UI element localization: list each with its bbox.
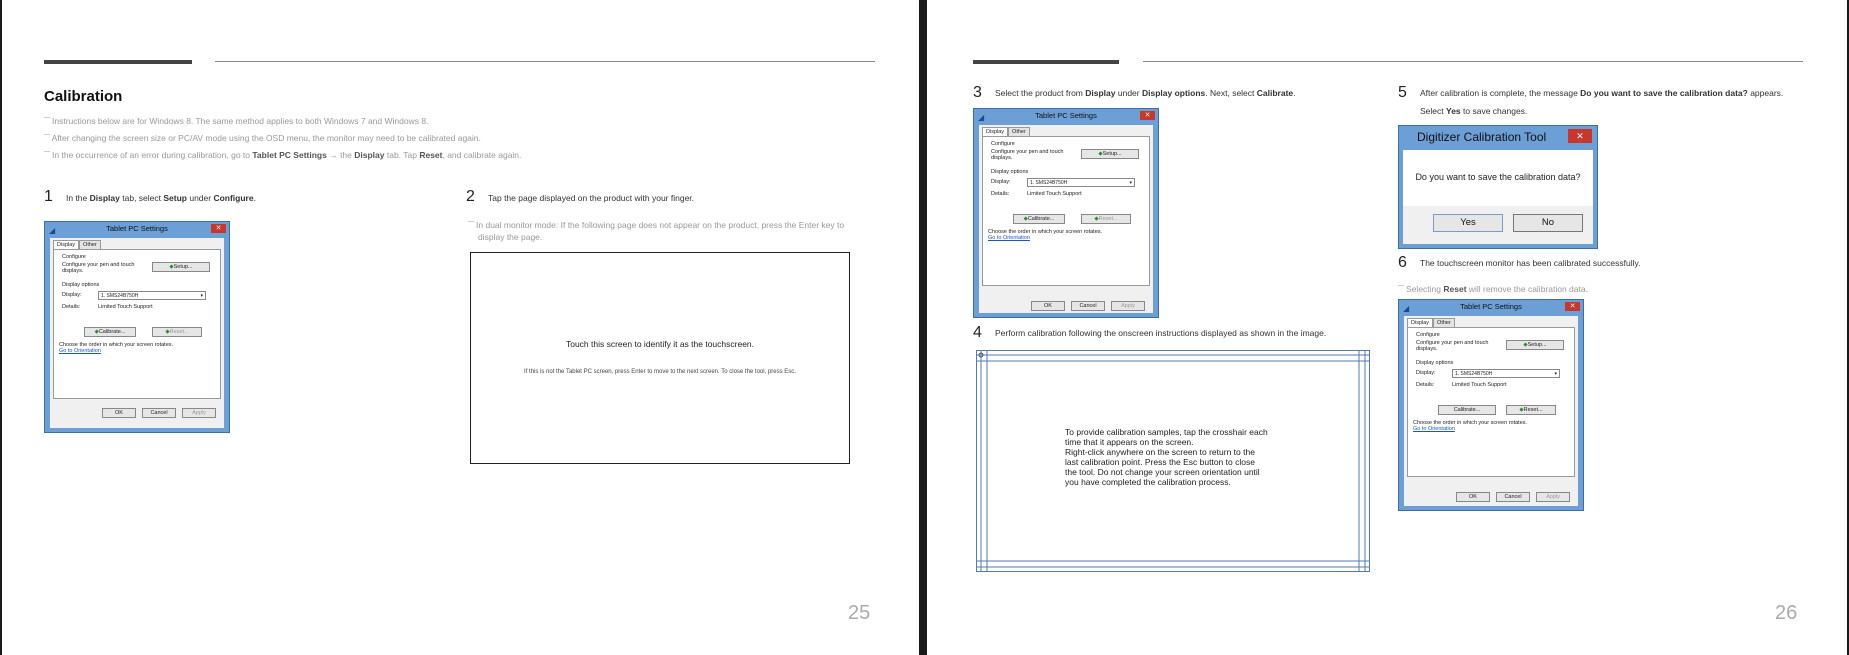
yes-button[interactable]: Yes	[1433, 214, 1503, 232]
display-options-label: Display options	[991, 169, 1029, 175]
header-rule-dark	[973, 60, 1119, 64]
close-icon[interactable]: ✕	[211, 224, 226, 233]
step-3-number: 3	[973, 84, 982, 101]
tab-other[interactable]: Other	[79, 240, 101, 250]
tab-other[interactable]: Other	[1008, 127, 1030, 137]
page-number: 26	[1775, 602, 1798, 624]
note-3: ‾‾ In the occurrence of an error during calibration, go to Tablet PC Settings → the Display tab. Tap Reset, and calibrate again.	[44, 150, 522, 160]
note-2: ‾‾ After changing the screen size or PC/AV mode using the OSD menu, the monitor may need to be calibrated again.	[44, 133, 481, 143]
step-2-note-2: display the page.	[478, 232, 543, 242]
close-icon[interactable]: ✕	[1565, 302, 1580, 311]
chevron-down-icon: ▾	[1129, 180, 1132, 186]
display-label: Display:	[991, 179, 1011, 185]
reset-button: ◆Reset...	[152, 327, 202, 337]
touch-main-text: Touch this screen to identify it as the touchscreen.	[565, 339, 755, 349]
step-1-number: 1	[44, 188, 53, 205]
step-5-text: After calibration is complete, the message Do you want to save the calibration data? appears.	[1420, 88, 1784, 98]
display-select[interactable]: 1. SMS24B750H ▾	[1452, 369, 1560, 378]
ok-button[interactable]: OK	[102, 408, 136, 418]
details-value: Limited Touch Support	[1452, 382, 1507, 388]
page-26	[927, 0, 1847, 655]
shield-icon: ◆	[1098, 151, 1103, 157]
step-4-text: Perform calibration following the onscreen instructions displayed as shown in the image.	[995, 328, 1327, 338]
calibration-instructions: To provide calibration samples, tap the crosshair each time that it appears on the screen. Right-click anywhere on the screen to return to the last calibration point. Press the Esc button to close the tool. Do not change your screen orientation until you have completed the calibration process.	[1065, 427, 1268, 487]
digitizer-question: Do you want to save the calibration data?	[1415, 172, 1581, 182]
details-label: Details:	[1416, 382, 1435, 388]
shield-icon: ◆	[94, 329, 99, 335]
configure-label: Configure	[1416, 332, 1440, 338]
display-options-label: Display options	[62, 282, 100, 288]
setup-button[interactable]: ◆Setup...	[1081, 149, 1139, 159]
details-label: Details:	[991, 191, 1010, 197]
setup-button[interactable]: ◆Setup...	[1506, 340, 1564, 350]
digitizer-title: Digitizer Calibration Tool	[1417, 130, 1547, 144]
shield-icon: ◆	[1519, 407, 1524, 413]
pen-icon: ◢	[49, 226, 56, 235]
dialog-title: Tablet PC Settings	[1035, 111, 1097, 120]
dialog-titlebar	[974, 109, 1158, 123]
display-panel	[53, 249, 221, 399]
display-label: Display:	[62, 292, 82, 298]
pen-icon: ◢	[978, 113, 985, 122]
step-6-note: ‾‾ Selecting Reset will remove the calibration data.	[1398, 284, 1588, 294]
display-label: Display:	[1416, 370, 1436, 376]
cancel-button[interactable]: Cancel	[142, 408, 176, 418]
choose-order-text: Choose the order in which your screen rotates.	[1413, 420, 1528, 426]
tab-other[interactable]: Other	[1433, 318, 1455, 328]
configure-label: Configure	[991, 141, 1015, 147]
details-label: Details:	[62, 304, 81, 310]
no-button[interactable]: No	[1513, 214, 1583, 232]
calibrate-button[interactable]: ◆Calibrate...	[1013, 214, 1065, 224]
header-rule-light	[215, 61, 875, 62]
display-select[interactable]: 1. SMS24B750H ▾	[98, 291, 206, 300]
configure-desc-1: Configure your pen and touch	[62, 262, 135, 268]
page-title: Calibration	[44, 88, 123, 105]
calibrate-button[interactable]: ◆Calibrate...	[84, 327, 136, 337]
step-6-number: 6	[1398, 254, 1407, 271]
apply-button: Apply	[1111, 301, 1145, 311]
go-to-orientation-link[interactable]: Go to Orientation	[1413, 426, 1455, 432]
display-panel	[982, 136, 1150, 286]
header-rule-dark	[44, 60, 192, 64]
tab-display[interactable]: Display	[982, 127, 1008, 137]
step-1-text: In the Display tab, select Setup under Configure.	[66, 193, 256, 203]
go-to-orientation-link[interactable]: Go to Orientation	[59, 348, 101, 354]
touch-identify-screen[interactable]	[470, 252, 850, 464]
calibration-screen[interactable]	[976, 350, 1370, 572]
shield-icon: ◆	[165, 329, 170, 335]
cancel-button[interactable]: Cancel	[1496, 492, 1530, 502]
configure-desc-2: displays.	[62, 268, 84, 274]
display-select[interactable]: 1. SMS24B750H ▾	[1027, 178, 1135, 187]
shield-icon: ◆	[1094, 216, 1099, 222]
tablet-pc-settings-dialog	[44, 221, 230, 433]
step-5-text-2: Select Yes to save changes.	[1420, 106, 1528, 116]
digitizer-calibration-dialog	[1398, 125, 1598, 249]
step-6-text: The touchscreen monitor has been calibrated successfully.	[1420, 258, 1641, 268]
step-3-text: Select the product from Display under Display options. Next, select Calibrate.	[995, 88, 1296, 98]
shield-icon: ◆	[169, 264, 174, 270]
chevron-down-icon: ▾	[200, 293, 203, 299]
calibrate-button[interactable]: Calibrate...	[1438, 405, 1496, 415]
pen-icon: ◢	[1403, 304, 1410, 313]
shield-icon: ◆	[1523, 342, 1528, 348]
display-panel	[1407, 327, 1575, 477]
reset-button[interactable]: ◆Reset...	[1506, 405, 1556, 415]
chevron-down-icon: ▾	[1554, 371, 1557, 377]
configure-label: Configure	[62, 254, 86, 260]
close-icon[interactable]: ✕	[1140, 111, 1155, 120]
tablet-pc-settings-dialog	[1398, 299, 1584, 511]
choose-order-text: Choose the order in which your screen rotates.	[59, 342, 174, 348]
tab-display[interactable]: Display	[53, 240, 79, 250]
configure-desc-1: Configure your pen and touch	[1416, 340, 1489, 346]
details-value: Limited Touch Support	[98, 304, 153, 310]
step-5-number: 5	[1398, 84, 1407, 101]
dialog-title: Tablet PC Settings	[1460, 302, 1522, 311]
reset-button: ◆Reset...	[1081, 214, 1131, 224]
step-2-text: Tap the page displayed on the product with your finger.	[488, 193, 695, 203]
configure-desc-2: displays.	[991, 155, 1013, 161]
note-1: ‾‾ Instructions below are for Windows 8. The same method applies to both Windows 7 and Windows 8.	[44, 116, 429, 126]
setup-button[interactable]: ◆Setup...	[152, 262, 210, 272]
display-options-label: Display options	[1416, 360, 1454, 366]
step-4-number: 4	[973, 324, 982, 341]
dialog-titlebar	[1399, 300, 1583, 314]
tab-display[interactable]: Display	[1407, 318, 1433, 328]
step-2-note-1: ‾‾ In dual monitor mode: If the following page does not appear on the product, press the Enter key to	[468, 220, 845, 230]
configure-desc-1: Configure your pen and touch	[991, 149, 1064, 155]
page-25	[2, 0, 919, 655]
step-2-number: 2	[466, 188, 475, 205]
dialog-title: Tablet PC Settings	[106, 224, 168, 233]
cancel-button[interactable]: Cancel	[1071, 301, 1105, 311]
header-rule-light	[1143, 61, 1803, 62]
ok-button[interactable]: OK	[1031, 301, 1065, 311]
touch-sub-text: If this is not the Tablet PC screen, press Enter to move to the next screen. To close the tool, press Esc.	[524, 369, 796, 375]
close-icon[interactable]: ✕	[1568, 129, 1592, 143]
go-to-orientation-link[interactable]: Go to Orientation	[988, 235, 1030, 241]
details-value: Limited Touch Support	[1027, 191, 1082, 197]
configure-desc-2: displays.	[1416, 346, 1438, 352]
page-number: 25	[848, 602, 871, 624]
tablet-pc-settings-dialog	[973, 108, 1159, 318]
choose-order-text: Choose the order in which your screen rotates.	[988, 229, 1103, 235]
shield-icon: ◆	[1023, 216, 1028, 222]
apply-button: Apply	[182, 408, 216, 418]
ok-button[interactable]: OK	[1456, 492, 1490, 502]
dialog-titlebar	[45, 222, 229, 236]
apply-button: Apply	[1536, 492, 1570, 502]
